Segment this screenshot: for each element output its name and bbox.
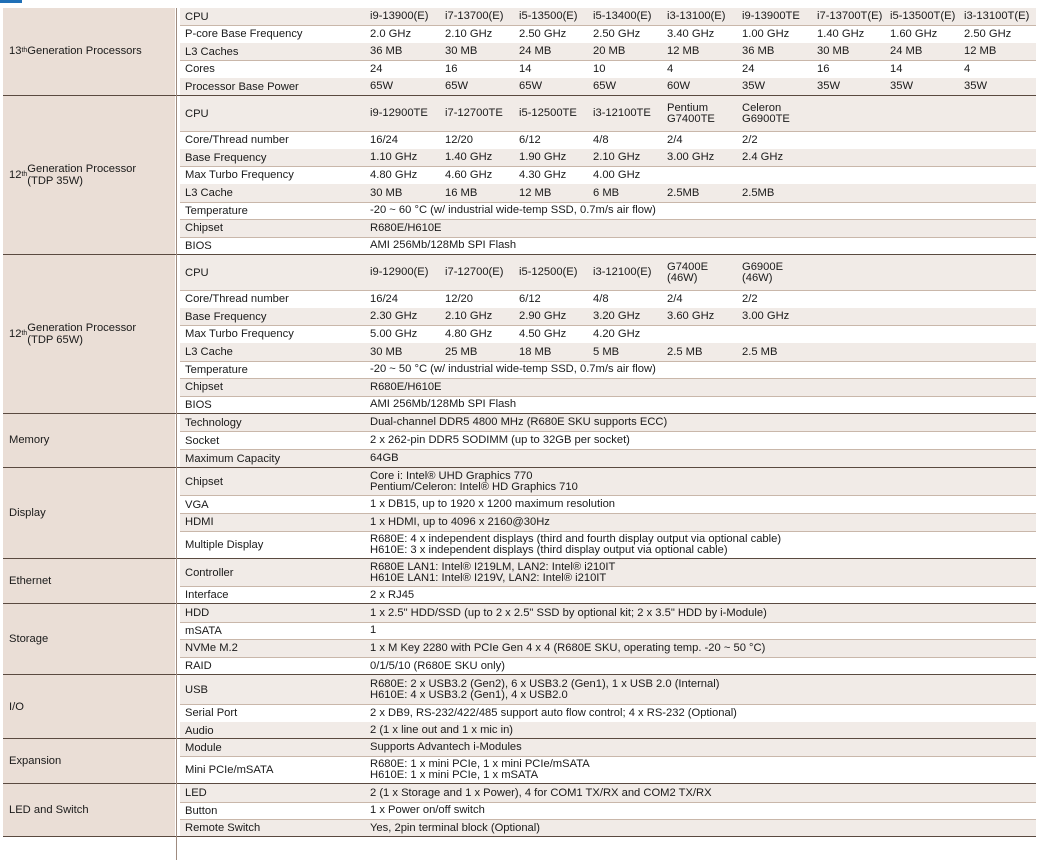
spec-value: 10 (593, 62, 606, 75)
spec-row (180, 43, 1036, 61)
spec-value: 1.10 GHz (370, 151, 418, 164)
spec-row (180, 622, 1036, 640)
spec-value: 25 MB (445, 345, 478, 358)
spec-value: 2.0 GHz (370, 27, 412, 40)
spec-value: 2.10 GHz (445, 310, 493, 323)
spec-value: 1 x DB15, up to 1920 x 1200 maximum resolution (370, 498, 616, 510)
spec-value: 30 MB (370, 345, 403, 358)
spec-value: i5-13500(E) (519, 10, 578, 23)
spec-value: i3-12100(E) (593, 266, 652, 278)
spec-value: 35W (890, 80, 914, 93)
column-divider (176, 8, 177, 860)
spec-value: R680E: 4 x independent displays (third and fourth display output via optional cable) H610E: 3 x independent displays (third display output via optional cable) (370, 533, 782, 556)
spec-value: 2.4 GHz (742, 151, 784, 164)
spec-row (180, 343, 1036, 361)
spec-value: 3.00 GHz (667, 151, 715, 164)
spec-row (180, 132, 1036, 150)
spec-label: L3 Caches (185, 45, 239, 58)
spec-row (180, 308, 1036, 326)
spec-row (180, 379, 1036, 397)
spec-row (180, 820, 1036, 838)
category-label: Storage (3, 604, 175, 674)
spec-value: 4.20 GHz (593, 327, 641, 340)
spec-value: Core i: Intel® UHD Graphics 770 Pentium/Celeron: Intel® HD Graphics 710 (370, 469, 578, 493)
spec-value: 1.40 GHz (817, 27, 865, 40)
spec-value: i9-12900TE (370, 107, 428, 119)
spec-value: 65W (519, 80, 543, 93)
spec-value: -20 ~ 60 °C (w/ industrial wide-temp SSD, 0.7m/s air flow) (370, 204, 656, 217)
spec-label: Mini PCIe/mSATA (185, 764, 274, 776)
spec-value: 1.40 GHz (445, 151, 493, 164)
spec-value: 24 MB (890, 45, 923, 58)
spec-value: 1 x Power on/off switch (370, 804, 485, 817)
spec-value: 2 x DB9, RS-232/422/485 support auto flow control; 4 x RS-232 (Optional) (370, 706, 737, 719)
spec-label: CPU (185, 10, 209, 23)
spec-label: Chipset (185, 475, 223, 488)
spec-label: Processor Base Power (185, 80, 299, 93)
spec-label: Maximum Capacity (185, 452, 281, 465)
spec-value: 35W (817, 80, 841, 93)
spec-row (180, 184, 1036, 202)
spec-value: 16/24 (370, 133, 398, 146)
spec-row (180, 414, 1036, 432)
spec-value: 24 MB (519, 45, 552, 58)
spec-value: 14 (519, 62, 532, 75)
spec-value: 30 MB (817, 45, 850, 58)
spec-label: L3 Cache (185, 187, 233, 199)
spec-value: 5 MB (593, 345, 620, 358)
spec-label: Technology (185, 416, 242, 429)
spec-label: CPU (185, 266, 209, 279)
spec-row (180, 756, 1036, 784)
spec-value: 24 (370, 62, 383, 75)
spec-value: 6/12 (519, 292, 541, 305)
spec-value: 1 x HDMI, up to 4096 x 2160@30Hz (370, 515, 550, 528)
category-label: Ethernet (3, 559, 175, 603)
spec-row (180, 255, 1036, 291)
spec-row (180, 722, 1036, 739)
spec-value: i7-13700T(E) (817, 10, 883, 23)
spec-value: 12/20 (445, 292, 473, 305)
spec-value: 2.90 GHz (519, 310, 567, 323)
spec-value: 4/8 (593, 133, 609, 146)
spec-value: 3.00 GHz (742, 310, 790, 323)
spec-value: 0/1/5/10 (R680E SKU only) (370, 659, 505, 672)
spec-value: 4 (667, 62, 674, 75)
spec-value: 20 MB (593, 45, 626, 58)
spec-value: 12 MB (519, 186, 552, 199)
spec-value: 2 (1 x Storage and 1 x Power), 4 for COM1 TX/RX and COM2 TX/RX (370, 786, 712, 799)
spec-value: 65W (593, 80, 617, 93)
spec-value: 1.00 GHz (742, 27, 790, 40)
spec-row (180, 450, 1036, 468)
spec-value: Dual-channel DDR5 4800 MHz (R680E SKU supports ECC) (370, 416, 668, 428)
spec-value: 2.5MB (667, 186, 700, 199)
spec-value: 1 x M Key 2280 with PCIe Gen 4 x 4 (R680E SKU, operating temp. -20 ~ 50 °C) (370, 641, 766, 654)
spec-value: 4.60 GHz (445, 168, 493, 181)
category-label: 13 th Generation Processors (3, 8, 175, 95)
spec-value: 36 MB (370, 45, 403, 58)
category-label: Memory (3, 414, 175, 467)
spec-value: 2 x 262-pin DDR5 SODIMM (up to 32GB per socket) (370, 434, 630, 446)
spec-label: BIOS (185, 398, 212, 411)
spec-value: 3.20 GHz (593, 310, 641, 323)
spec-label: Audio (185, 724, 214, 737)
spec-value: Celeron G6900TE (742, 101, 790, 125)
spec-label: Serial Port (185, 707, 238, 719)
spec-value: 35W (964, 80, 988, 93)
spec-label: VGA (185, 498, 209, 511)
spec-row (180, 604, 1036, 622)
category-label: LED and Switch (3, 784, 175, 836)
spec-label: Max Turbo Frequency (185, 328, 294, 341)
spec-row (180, 704, 1036, 722)
spec-value: i9-12900(E) (370, 266, 429, 278)
spec-label: Temperature (185, 363, 248, 376)
spec-value: 2/4 (667, 292, 683, 305)
spec-label: Cores (185, 63, 215, 76)
spec-value: 16 (817, 62, 830, 75)
spec-value: 4.80 GHz (445, 327, 493, 340)
spec-row (180, 496, 1036, 514)
spec-value: 12 MB (667, 45, 700, 58)
spec-value: 1.60 GHz (890, 27, 938, 40)
spec-label: RAID (185, 660, 212, 672)
spec-label: Core/Thread number (185, 134, 289, 147)
spec-label: P-core Base Frequency (185, 28, 303, 41)
spec-label: Multiple Display (185, 539, 264, 551)
spec-label: Button (185, 804, 218, 817)
spec-value: i5-13400(E) (593, 10, 652, 23)
spec-value: i5-12500(E) (519, 266, 578, 278)
spec-value: AMI 256Mb/128Mb SPI Flash (370, 239, 517, 252)
spec-value: 24 (742, 62, 755, 75)
spec-row (180, 26, 1036, 44)
spec-value: 3.40 GHz (667, 27, 715, 40)
spec-table (0, 8, 1036, 860)
spec-label: Socket (185, 434, 220, 447)
spec-value: AMI 256Mb/128Mb SPI Flash (370, 398, 517, 411)
spec-label: Temperature (185, 204, 248, 217)
spec-label: mSATA (185, 624, 222, 637)
category-label: Display (3, 468, 175, 559)
top-accent-bar (0, 0, 1038, 8)
spec-row (180, 237, 1036, 255)
spec-value: i9-13900TE (742, 10, 800, 23)
spec-value: i7-13700(E) (445, 10, 504, 23)
spec-value: 2/2 (742, 292, 758, 305)
spec-value: 2.50 GHz (964, 27, 1012, 40)
spec-value: 4.30 GHz (519, 168, 567, 181)
spec-value: 3.60 GHz (667, 310, 715, 323)
spec-value: 30 MB (445, 45, 478, 58)
spec-value: Pentium G7400TE (667, 101, 715, 125)
spec-value: 16 (445, 62, 458, 75)
spec-value: i3-12100TE (593, 107, 651, 119)
spec-value: 4.80 GHz (370, 168, 418, 181)
spec-value: R680E: 1 x mini PCIe, 1 x mini PCIe/mSATA H610E: 1 x mini PCIe, 1 x mSATA (370, 758, 590, 781)
spec-row (180, 167, 1036, 185)
spec-row (180, 432, 1036, 450)
spec-value: 60W (667, 80, 691, 93)
spec-value: 12 MB (964, 45, 997, 58)
spec-value: i9-13900(E) (370, 10, 429, 23)
spec-value: 1 (370, 624, 377, 637)
spec-value: 1 x 2.5" HDD/SSD (up to 2 x 2.5" SSD by optional kit; 2 x 3.5" HDD by i-Module) (370, 606, 767, 619)
spec-value: 64GB (370, 452, 399, 464)
spec-value: 18 MB (519, 345, 552, 358)
spec-row (180, 149, 1036, 167)
spec-label: HDMI (185, 516, 214, 529)
spec-value: 2 (1 x line out and 1 x mic in) (370, 724, 514, 736)
spec-label: Base Frequency (185, 310, 267, 323)
spec-row (180, 514, 1036, 532)
spec-row (180, 61, 1036, 79)
spec-value: 65W (370, 80, 394, 93)
spec-value: G7400E (46W) (667, 260, 709, 284)
spec-value: 2/2 (742, 133, 758, 146)
category-label: 12 th Generation Processor (TDP 65W) (3, 255, 175, 413)
spec-label: Interface (185, 589, 229, 601)
spec-value: R680E LAN1: Intel® I219LM, LAN2: Intel® i210IT H610E LAN1: Intel® I219V, LAN2: Intel® i210IT (370, 560, 616, 584)
spec-value: 2/4 (667, 133, 683, 146)
spec-row (180, 739, 1036, 756)
category-label: I/O (3, 675, 175, 738)
spec-row (180, 586, 1036, 604)
spec-row (180, 220, 1036, 238)
spec-row (180, 559, 1036, 586)
spec-value: R680E/H610E (370, 380, 442, 393)
spec-label: L3 Cache (185, 346, 233, 358)
spec-value: i5-13500T(E) (890, 10, 956, 23)
spec-value: 6 MB (593, 186, 620, 199)
spec-value: 2.5 MB (742, 345, 778, 358)
spec-label: USB (185, 683, 209, 696)
group-divider (3, 836, 1036, 837)
spec-value: i3-13100(E) (667, 10, 726, 23)
spec-value: 4 (964, 62, 971, 75)
spec-value: i5-12500TE (519, 107, 577, 119)
spec-row (180, 361, 1036, 379)
category-label: Expansion (3, 739, 175, 783)
spec-row (180, 531, 1036, 559)
spec-value: 2.5MB (742, 186, 775, 199)
spec-value: 14 (890, 62, 903, 75)
spec-label: Chipset (185, 381, 223, 394)
accent-stripe (0, 0, 22, 3)
spec-value: R680E: 2 x USB3.2 (Gen2), 6 x USB3.2 (Gen1), 1 x USB 2.0 (Internal) H610E: 4 x USB3.2 (Gen1), 4 x USB2.0 (370, 677, 720, 701)
spec-row (180, 396, 1036, 414)
spec-label: BIOS (185, 239, 212, 252)
spec-row (180, 640, 1036, 658)
spec-value: 2.50 GHz (593, 27, 641, 40)
spec-value: 5.00 GHz (370, 327, 418, 340)
spec-value: 65W (445, 80, 469, 93)
spec-label: HDD (185, 607, 210, 619)
spec-value: 2.5 MB (667, 345, 703, 358)
spec-row (180, 784, 1036, 802)
spec-value: 12/20 (445, 133, 473, 146)
spec-value: 36 MB (742, 45, 775, 58)
spec-value: R680E/H610E (370, 221, 442, 234)
spec-label: NVMe M.2 (185, 642, 238, 655)
spec-label: CPU (185, 107, 209, 120)
spec-value: 2.10 GHz (593, 151, 641, 164)
spec-label: Base Frequency (185, 151, 267, 164)
spec-row (180, 468, 1036, 496)
spec-value: 2.50 GHz (519, 27, 567, 40)
spec-label: Max Turbo Frequency (185, 169, 294, 182)
spec-row (180, 675, 1036, 704)
spec-value: 2.30 GHz (370, 310, 418, 323)
spec-row (180, 802, 1036, 820)
spec-label: LED (185, 787, 207, 799)
spec-row (180, 202, 1036, 220)
spec-value: Supports Advantech i-Modules (370, 741, 522, 753)
spec-value: -20 ~ 50 °C (w/ industrial wide-temp SSD, 0.7m/s air flow) (370, 363, 656, 376)
spec-value: 1.90 GHz (519, 151, 567, 164)
spec-label: Module (185, 741, 222, 754)
spec-value: i7-12700(E) (445, 266, 504, 278)
spec-label: Controller (185, 566, 234, 579)
spec-value: i3-13100T(E) (964, 10, 1030, 23)
spec-value: 4/8 (593, 292, 609, 305)
spec-value: G6900E (46W) (742, 260, 784, 284)
spec-row (180, 8, 1036, 26)
spec-value: 2.10 GHz (445, 27, 493, 40)
spec-value: 35W (742, 80, 766, 93)
spec-value: 30 MB (370, 186, 403, 199)
spec-row (180, 96, 1036, 132)
spec-row (180, 326, 1036, 344)
spec-value: 2 x RJ45 (370, 588, 415, 601)
spec-row (180, 291, 1036, 309)
spec-value: 16 MB (445, 186, 478, 199)
spec-label: Chipset (185, 222, 223, 235)
spec-row (180, 78, 1036, 96)
category-label: 12 th Generation Processor (TDP 35W) (3, 96, 175, 254)
spec-label: Core/Thread number (185, 293, 289, 306)
spec-value: 4.00 GHz (593, 168, 641, 181)
spec-value: Yes, 2pin terminal block (Optional) (370, 821, 540, 834)
spec-value: 4.50 GHz (519, 327, 567, 340)
spec-value: i7-12700TE (445, 107, 503, 119)
spec-label: Remote Switch (185, 822, 261, 835)
spec-value: 6/12 (519, 133, 541, 146)
spec-value: 16/24 (370, 292, 398, 305)
spec-row (180, 657, 1036, 675)
